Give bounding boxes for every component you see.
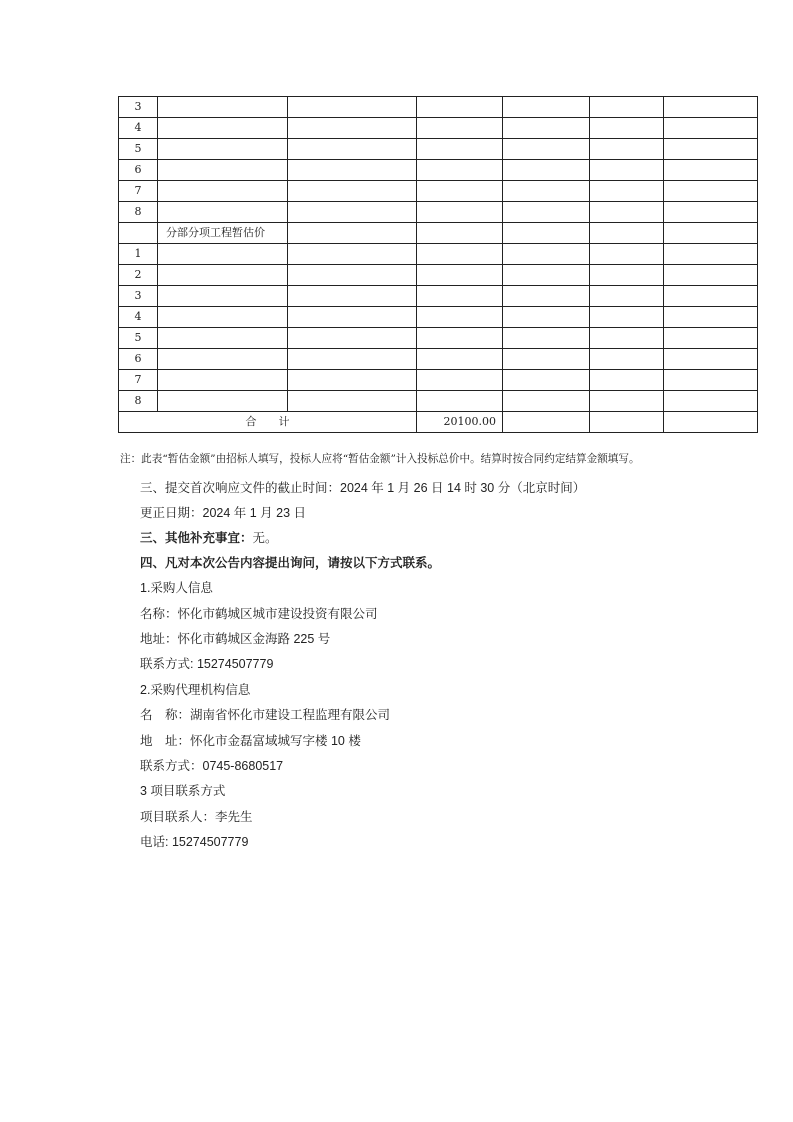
table-row (119, 265, 758, 286)
empty-cell (288, 307, 417, 328)
purchaser-name: 名称：怀化市鹤城区城市建设投资有限公司 (140, 607, 378, 621)
empty-cell (664, 202, 758, 223)
table-row (119, 244, 758, 265)
empty-cell (503, 265, 590, 286)
empty-cell (590, 265, 664, 286)
row-index: 8 (119, 202, 158, 223)
purchaser-contact: 联系方式: 15274507779 (140, 657, 274, 671)
empty-cell (590, 307, 664, 328)
row-index: 5 (119, 328, 158, 349)
empty-cell (590, 286, 664, 307)
empty-cell (119, 223, 158, 244)
row-index: 4 (119, 118, 158, 139)
empty-cell (158, 307, 288, 328)
section-label: 分部分项工程暂估价 (158, 223, 288, 244)
row-index: 5 (119, 139, 158, 160)
empty-cell (503, 118, 590, 139)
empty-cell (288, 139, 417, 160)
empty-cell (503, 307, 590, 328)
total-label: 合 计 (119, 412, 417, 433)
empty-cell (158, 160, 288, 181)
empty-cell (417, 265, 503, 286)
contact-heading: 四、凡对本次公告内容提出询问，请按以下方式联系。 (140, 556, 441, 570)
empty-cell (664, 223, 758, 244)
table-row (119, 328, 758, 349)
empty-cell (417, 223, 503, 244)
empty-cell (503, 286, 590, 307)
empty-cell (664, 97, 758, 118)
empty-cell (288, 349, 417, 370)
empty-cell (417, 118, 503, 139)
empty-cell (158, 181, 288, 202)
empty-cell (503, 160, 590, 181)
empty-cell (417, 181, 503, 202)
empty-cell (158, 244, 288, 265)
empty-cell (288, 118, 417, 139)
empty-cell (288, 370, 417, 391)
empty-cell (664, 370, 758, 391)
row-index: 3 (119, 97, 158, 118)
empty-cell (664, 118, 758, 139)
empty-cell (590, 223, 664, 244)
total-row (119, 412, 758, 433)
empty-cell (590, 160, 664, 181)
empty-cell (288, 97, 417, 118)
agency-heading: 2.采购代理机构信息 (140, 683, 251, 697)
other-matters-value: 无。 (252, 531, 278, 545)
empty-cell (158, 370, 288, 391)
total-value: 20100.00 (417, 412, 503, 433)
empty-cell (158, 391, 288, 412)
empty-cell (590, 181, 664, 202)
table-row (119, 349, 758, 370)
project-heading: 3 项目联系方式 (140, 784, 226, 798)
purchaser-heading: 1.采购人信息 (140, 581, 213, 595)
empty-cell (590, 391, 664, 412)
empty-cell (417, 349, 503, 370)
empty-cell (417, 370, 503, 391)
project-phone: 电话: 15274507779 (140, 835, 249, 849)
provisional-estimate-table (118, 96, 758, 433)
empty-cell (288, 160, 417, 181)
other-matters-label: 三、其他补充事宜： (140, 531, 253, 545)
agency-address: 地 址：怀化市金磊富域城写字楼 10 楼 (140, 734, 361, 748)
empty-cell (590, 349, 664, 370)
empty-cell (417, 244, 503, 265)
row-index: 7 (119, 370, 158, 391)
empty-cell (503, 244, 590, 265)
empty-cell (590, 202, 664, 223)
empty-cell (664, 349, 758, 370)
empty-cell (590, 139, 664, 160)
empty-cell (664, 307, 758, 328)
table-row (119, 370, 758, 391)
empty-cell (158, 265, 288, 286)
table-row (119, 160, 758, 181)
empty-cell (664, 328, 758, 349)
empty-cell (503, 139, 590, 160)
deadline-line: 三、提交首次响应文件的截止时间：2024 年 1 月 26 日 14 时 30 分（北京时间） (140, 481, 586, 495)
empty-cell (664, 160, 758, 181)
correction-date-line: 更正日期：2024 年 1 月 23 日 (140, 506, 307, 520)
empty-cell (664, 181, 758, 202)
empty-cell (288, 265, 417, 286)
table-row (119, 391, 758, 412)
agency-contact: 联系方式：0745-8680517 (140, 759, 284, 773)
empty-cell (503, 412, 590, 433)
row-index: 8 (119, 391, 158, 412)
empty-cell (503, 391, 590, 412)
table-note: 注：此表“暂估金额”由招标人填写，投标人应将“暂估金额”计入投标总价中。结算时按合同约定结算金额填写。 (120, 453, 640, 465)
empty-cell (664, 286, 758, 307)
empty-cell (590, 412, 664, 433)
project-person: 项目联系人：李先生 (140, 810, 253, 824)
table-row (119, 181, 758, 202)
empty-cell (664, 139, 758, 160)
purchaser-address: 地址：怀化市鹤城区金海路 225 号 (140, 632, 331, 646)
empty-cell (288, 223, 417, 244)
empty-cell (288, 181, 417, 202)
empty-cell (503, 97, 590, 118)
empty-cell (503, 181, 590, 202)
table-row (119, 118, 758, 139)
empty-cell (664, 391, 758, 412)
empty-cell (503, 370, 590, 391)
row-index: 7 (119, 181, 158, 202)
empty-cell (158, 349, 288, 370)
row-index: 1 (119, 244, 158, 265)
empty-cell (503, 202, 590, 223)
empty-cell (590, 97, 664, 118)
empty-cell (664, 244, 758, 265)
empty-cell (158, 202, 288, 223)
empty-cell (417, 202, 503, 223)
section-row (119, 223, 758, 244)
empty-cell (158, 97, 288, 118)
empty-cell (590, 244, 664, 265)
row-index: 6 (119, 349, 158, 370)
table-row (119, 202, 758, 223)
empty-cell (288, 328, 417, 349)
table-row (119, 97, 758, 118)
empty-cell (417, 391, 503, 412)
empty-cell (417, 97, 503, 118)
empty-cell (288, 244, 417, 265)
row-index: 3 (119, 286, 158, 307)
empty-cell (503, 349, 590, 370)
empty-cell (590, 118, 664, 139)
row-index: 6 (119, 160, 158, 181)
table-row (119, 139, 758, 160)
empty-cell (288, 286, 417, 307)
empty-cell (417, 160, 503, 181)
table-row (119, 307, 758, 328)
empty-cell (664, 412, 758, 433)
empty-cell (417, 328, 503, 349)
empty-cell (590, 328, 664, 349)
table-row (119, 286, 758, 307)
empty-cell (417, 286, 503, 307)
empty-cell (288, 202, 417, 223)
agency-name: 名 称：湖南省怀化市建设工程监理有限公司 (140, 708, 391, 722)
empty-cell (158, 328, 288, 349)
empty-cell (417, 307, 503, 328)
empty-cell (503, 223, 590, 244)
row-index: 4 (119, 307, 158, 328)
empty-cell (417, 139, 503, 160)
empty-cell (590, 370, 664, 391)
empty-cell (158, 286, 288, 307)
empty-cell (158, 139, 288, 160)
row-index: 2 (119, 265, 158, 286)
empty-cell (503, 328, 590, 349)
empty-cell (158, 118, 288, 139)
empty-cell (664, 265, 758, 286)
other-matters-line (140, 528, 278, 546)
empty-cell (288, 391, 417, 412)
